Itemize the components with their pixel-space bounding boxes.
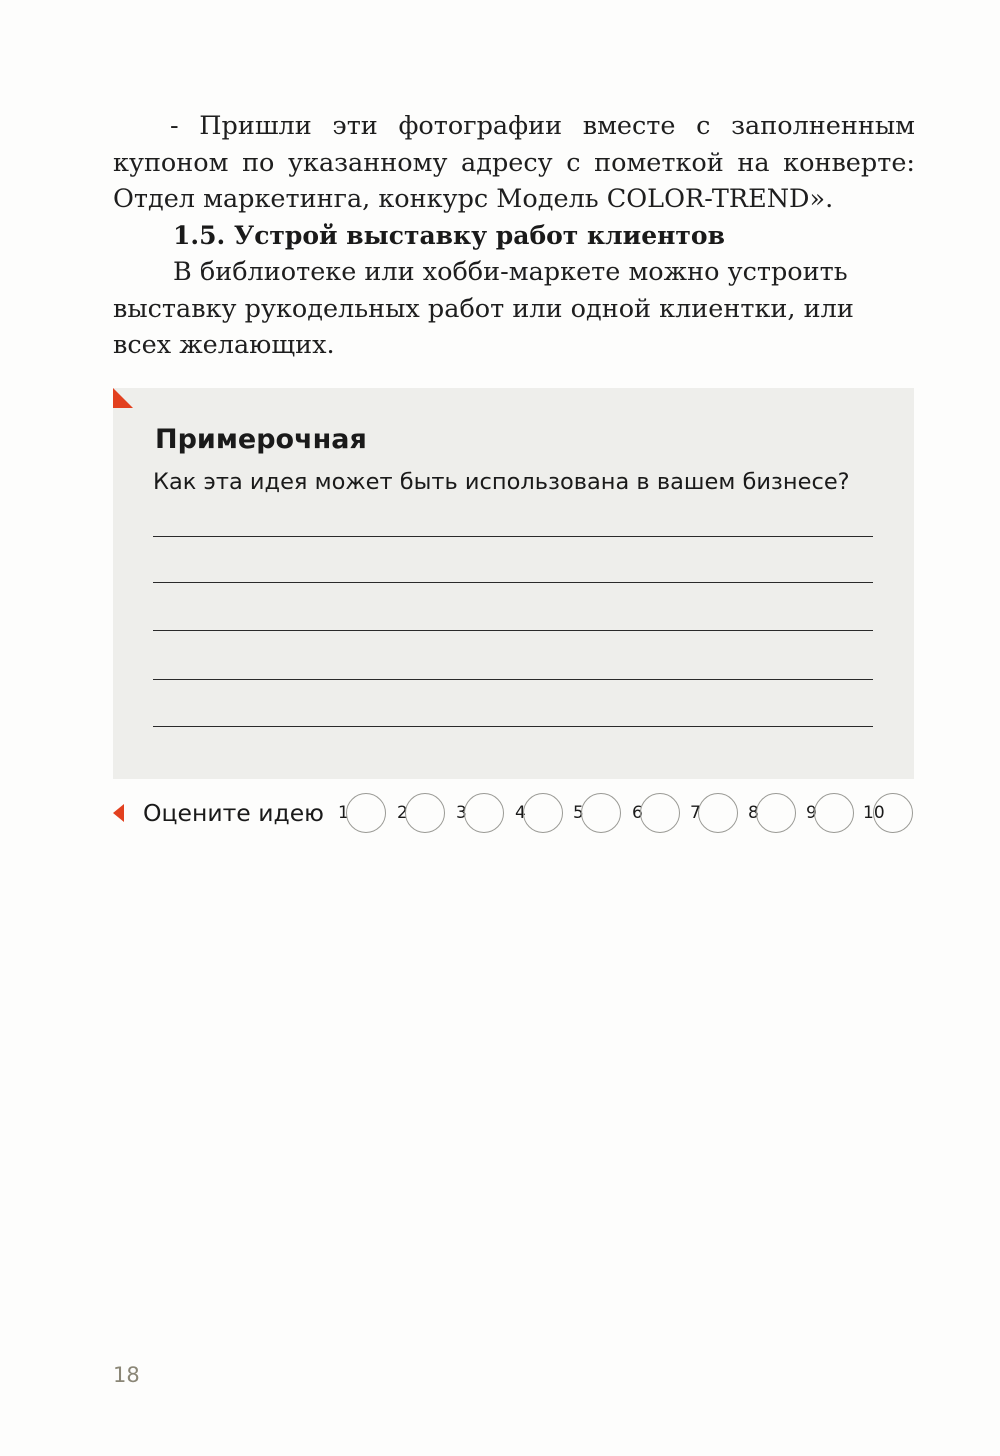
rating-circle[interactable] [405,793,445,833]
rating-number: 6 [632,803,643,823]
rating-number: 10 [863,803,885,823]
rating-circle[interactable] [873,793,913,833]
idea-box-question: Как эта идея может быть использована в вашем бизнесе? [153,469,850,495]
rating-circle[interactable] [814,793,854,833]
answer-line[interactable] [153,582,873,583]
body-paragraph-2: В библиотеке или хобби-маркете можно устроить выставку рукодельных работ или одной клиентки, или всех желающих. [113,257,854,360]
rating-label: Оцените идею [143,799,324,827]
rating-circle[interactable] [523,793,563,833]
rating-number: 9 [806,803,817,823]
idea-box-title: Примерочная [155,424,367,455]
answer-line[interactable] [153,679,873,680]
rating-number: 2 [397,803,408,823]
rating-number: 8 [748,803,759,823]
rating-number: 5 [573,803,584,823]
answer-line[interactable] [153,630,873,631]
body-paragraph-1: - Пришли эти фотографии вместе с заполненным купоном по указанному адресу с пометкой на конверте: Отдел маркетинга, конкурс Модель COLOR-TREND». [113,111,915,214]
rating-circle[interactable] [581,793,621,833]
answer-line[interactable] [153,536,873,537]
corner-marker-icon [113,388,133,408]
rating-circle[interactable] [346,793,386,833]
rating-number: 3 [456,803,467,823]
rating-circle[interactable] [640,793,680,833]
page-number: 18 [113,1363,140,1387]
rating-circle[interactable] [756,793,796,833]
section-heading: 1.5. Устрой выставку работ клиентов [173,221,725,250]
rating-number: 4 [515,803,526,823]
rating-number: 7 [690,803,701,823]
answer-line[interactable] [153,726,873,727]
rating-option-10[interactable] [863,793,943,835]
triangle-left-icon [113,804,124,822]
rating-circle[interactable] [464,793,504,833]
rating-circle[interactable] [698,793,738,833]
rating-number: 1 [338,803,349,823]
